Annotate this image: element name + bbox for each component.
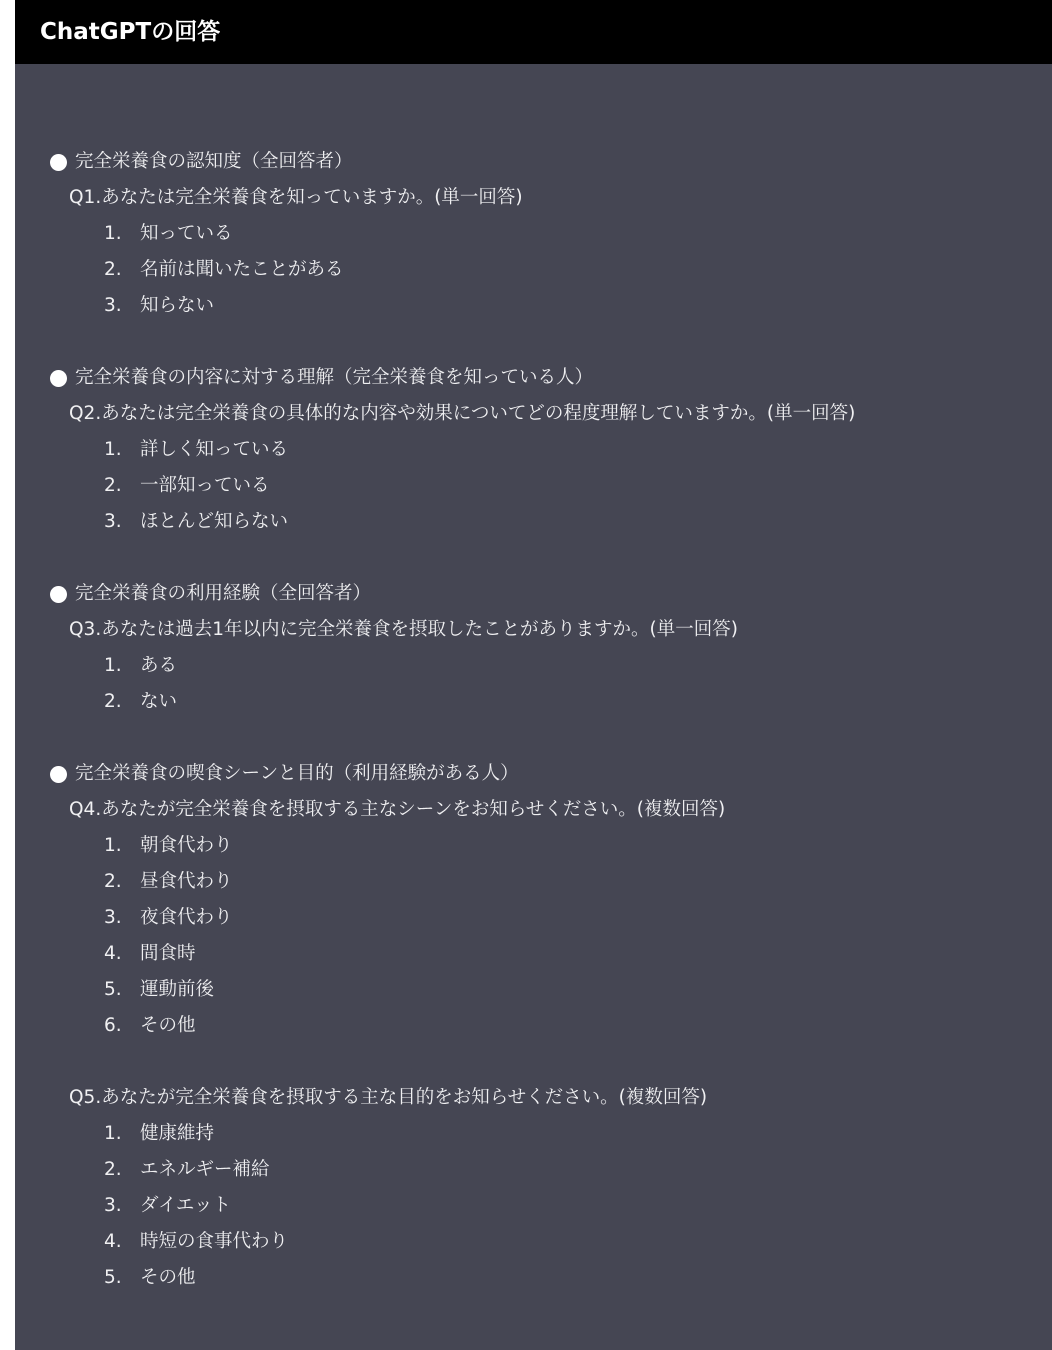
option-number: 2.	[104, 475, 122, 496]
bullet-icon	[50, 370, 67, 387]
spacer	[50, 1044, 1040, 1080]
option-text: その他	[140, 1267, 196, 1288]
list-item	[50, 252, 1040, 288]
option-text: 一部知っている	[140, 475, 270, 496]
question-q3: Q3.あなたは過去1年以内に完全栄養食を摂取したことがありますか。(単一回答)	[69, 619, 738, 640]
option-text: 間食時	[140, 943, 196, 964]
list-item	[50, 1116, 1040, 1152]
question-q1: Q1.あなたは完全栄養食を知っていますか。(単一回答)	[69, 187, 523, 208]
option-number: 5.	[104, 1267, 122, 1288]
option-number: 1.	[104, 223, 122, 244]
option-text: ある	[140, 655, 178, 676]
option-number: 1.	[104, 655, 122, 676]
option-number: 3.	[104, 1195, 122, 1216]
option-text: 時短の食事代わり	[140, 1231, 289, 1252]
list-item	[50, 1260, 1040, 1296]
section-heading-awareness	[50, 144, 1040, 180]
list-item	[50, 288, 1040, 324]
option-text: 知っている	[140, 223, 233, 244]
option-text: 健康維持	[140, 1123, 215, 1144]
section-heading-text: 完全栄養食の利用経験（全回答者）	[75, 583, 372, 604]
spacer	[50, 324, 1040, 360]
list-item	[50, 1224, 1040, 1260]
section-heading-text: 完全栄養食の認知度（全回答者）	[75, 151, 353, 172]
option-number: 3.	[104, 907, 122, 928]
option-text: その他	[140, 1015, 196, 1036]
list-item	[50, 432, 1040, 468]
option-number: 2.	[104, 691, 122, 712]
list-item	[50, 648, 1040, 684]
option-text: ほとんど知らない	[140, 511, 289, 532]
option-number: 2.	[104, 871, 122, 892]
bullet-icon	[50, 766, 67, 783]
list-item	[50, 468, 1040, 504]
option-number: 3.	[104, 295, 122, 316]
list-item	[50, 900, 1040, 936]
option-number: 4.	[104, 1231, 122, 1252]
page-title: ChatGPTの回答	[40, 19, 221, 45]
spacer	[50, 540, 1040, 576]
option-number: 2.	[104, 259, 122, 280]
option-text: ダイエット	[140, 1195, 232, 1216]
list-item	[50, 828, 1040, 864]
list-item	[50, 504, 1040, 540]
option-text: 知らない	[140, 295, 215, 316]
question-q5: Q5.あなたが完全栄養食を摂取する主な目的をお知らせください。(複数回答)	[69, 1087, 708, 1108]
header-bar	[15, 0, 1052, 64]
option-number: 6.	[104, 1015, 122, 1036]
option-text: 運動前後	[140, 979, 215, 1000]
option-text: 詳しく知っている	[140, 439, 289, 460]
option-text: ない	[140, 691, 178, 712]
option-number: 5.	[104, 979, 122, 1000]
section-heading-text: 完全栄養食の喫食シーンと目的（利用経験がある人）	[75, 763, 519, 784]
bullet-icon	[50, 586, 67, 603]
option-text: 名前は聞いたことがある	[140, 259, 344, 280]
list-item	[50, 936, 1040, 972]
option-text: 朝食代わり	[140, 835, 233, 856]
list-item	[50, 1152, 1040, 1188]
question-q2: Q2.あなたは完全栄養食の具体的な内容や効果についてどの程度理解していますか。(単一回答)	[69, 403, 856, 424]
list-item	[50, 216, 1040, 252]
response-content	[50, 144, 1040, 1296]
question-q4: Q4.あなたが完全栄養食を摂取する主なシーンをお知らせください。(複数回答)	[69, 799, 726, 820]
option-text: 昼食代わり	[140, 871, 233, 892]
section-heading-text: 完全栄養食の内容に対する理解（完全栄養食を知っている人）	[75, 367, 594, 388]
option-text: 夜食代わり	[140, 907, 233, 928]
option-number: 1.	[104, 835, 122, 856]
section-heading-scenes	[50, 756, 1040, 792]
option-number: 1.	[104, 1123, 122, 1144]
bullet-icon	[50, 154, 67, 171]
list-item	[50, 864, 1040, 900]
list-item	[50, 972, 1040, 1008]
option-text: エネルギー補給	[140, 1159, 270, 1180]
list-item	[50, 684, 1040, 720]
section-heading-usage	[50, 576, 1040, 612]
list-item	[50, 1188, 1040, 1224]
option-number: 3.	[104, 511, 122, 532]
option-number: 2.	[104, 1159, 122, 1180]
option-number: 1.	[104, 439, 122, 460]
chat-response-panel	[15, 0, 1052, 1350]
list-item	[50, 1008, 1040, 1044]
option-number: 4.	[104, 943, 122, 964]
spacer	[50, 720, 1040, 756]
section-heading-understanding	[50, 360, 1040, 396]
